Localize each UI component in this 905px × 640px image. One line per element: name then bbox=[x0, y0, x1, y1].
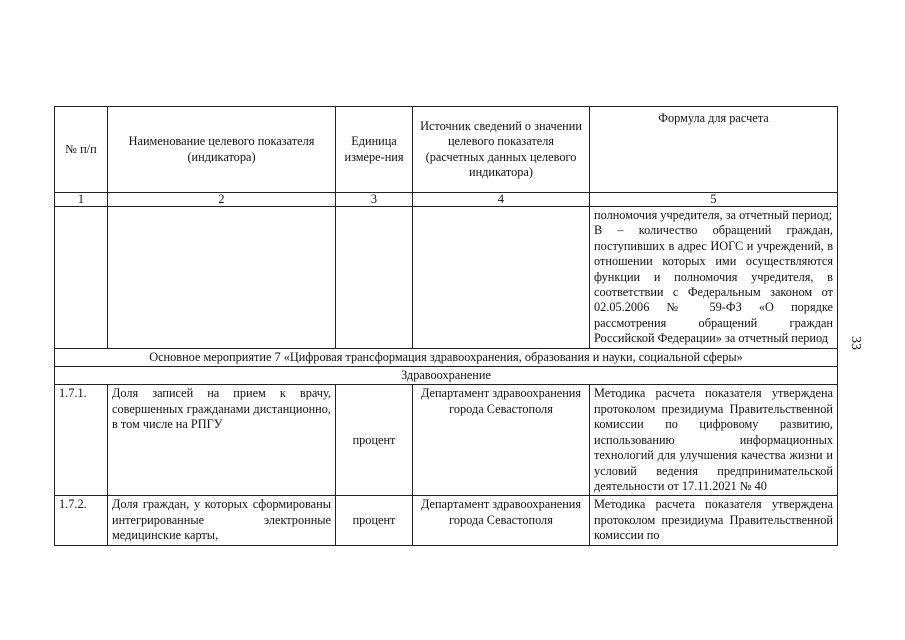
header-number: № п/п bbox=[55, 107, 108, 193]
subsection-title: Здравоохранение bbox=[55, 367, 838, 385]
formula-line: полномочия учредителя, за отчетный период; bbox=[594, 208, 833, 222]
continuation-formula bbox=[590, 207, 838, 349]
row-formula: Методика расчета показателя утверждена протоколом президиума Правительственной комиссии по bbox=[590, 496, 838, 545]
table-row bbox=[55, 385, 838, 496]
row-unit: процент bbox=[336, 496, 413, 545]
table-row bbox=[55, 496, 838, 545]
row-number: 1.7.1. bbox=[55, 385, 108, 496]
row-source: Департамент здравоохранения города Севастополя bbox=[413, 496, 590, 545]
row-indicator-name: Доля граждан, у которых сформированы интегрированные электронные медицинские карты, bbox=[108, 496, 336, 545]
table-header-row bbox=[55, 107, 838, 193]
continuation-row bbox=[55, 207, 838, 349]
page-crop-edge bbox=[0, 628, 905, 640]
header-indicator-name: Наименование целевого показателя (индикатора) bbox=[108, 107, 336, 193]
subsection-row bbox=[55, 367, 838, 385]
row-number: 1.7.2. bbox=[55, 496, 108, 545]
indicators-table bbox=[54, 106, 838, 546]
header-source: Источник сведений о значении целевого показателя (расчетных данных целевого индикатора) bbox=[413, 107, 590, 193]
column-number-row bbox=[55, 193, 838, 207]
page-number: 33 bbox=[848, 336, 863, 350]
row-indicator-name: Доля записей на прием к врачу, совершенных гражданами дистанционно, в том числе на РПГУ bbox=[108, 385, 336, 496]
column-number: 4 bbox=[413, 193, 590, 207]
column-number: 3 bbox=[336, 193, 413, 207]
column-number: 5 bbox=[590, 193, 838, 207]
column-number: 2 bbox=[108, 193, 336, 207]
row-unit: процент bbox=[336, 385, 413, 496]
column-number: 1 bbox=[55, 193, 108, 207]
row-source: Департамент здравоохранения города Севастополя bbox=[413, 385, 590, 496]
row-formula: Методика расчета показателя утверждена протоколом президиума Правительственной комиссии по цифровому развитию, использованию информационных технологий для улучшения качества жизни и условий ведения предпринимательской деятельности от 17.11.2021 № 40 bbox=[590, 385, 838, 496]
header-formula: Формула для расчета bbox=[590, 107, 838, 193]
section-row bbox=[55, 348, 838, 366]
header-unit: Единица измере-ния bbox=[336, 107, 413, 193]
formula-line: В – количество обращений граждан, поступивших в адрес ИОГС и учреждений, в отношении которых ими осуществляются функции и полномочия учредителя, в соответствии с Федеральным законом от 02.05.2006 № 59-ФЗ «О порядке рассмотрения обращений граждан Российской Федерации» за отчетный период bbox=[594, 223, 833, 346]
section-title: Основное мероприятие 7 «Цифровая трансформация здравоохранения, образования и науки, социальной сферы» bbox=[55, 348, 838, 366]
